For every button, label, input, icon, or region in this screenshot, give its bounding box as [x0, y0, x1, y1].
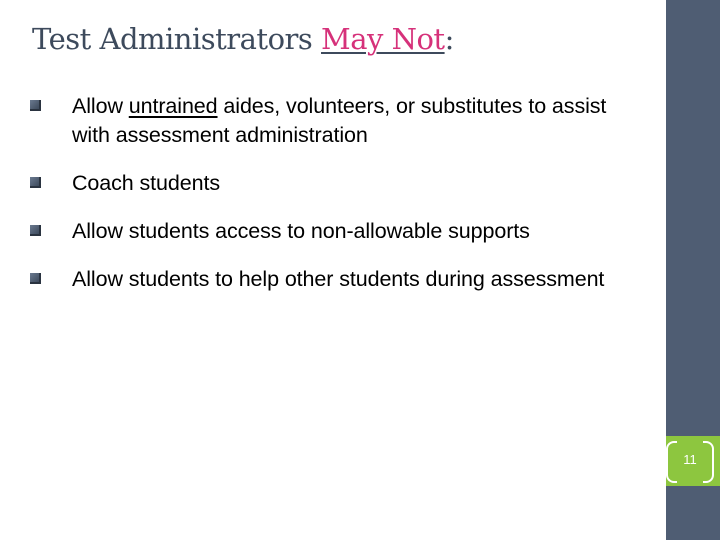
checkbox-square-icon	[30, 177, 41, 188]
bullet-item	[30, 265, 640, 294]
bullet-text-start: Allow	[72, 94, 129, 118]
bullet-item	[30, 169, 640, 198]
title-emphasis: May Not	[321, 22, 445, 56]
bullet-text: Allow students to help other students during assessment	[72, 267, 605, 291]
slide-title	[32, 22, 454, 56]
bullet-text: Coach students	[72, 171, 220, 195]
checkbox-square-icon	[30, 225, 41, 236]
bullet-text: Allow students access to non-allowable supports	[72, 219, 530, 243]
title-prefix: Test Administrators	[32, 22, 322, 56]
checkbox-square-icon	[30, 273, 41, 284]
bullet-item	[30, 217, 640, 246]
bullet-text-end: aides, volunteers, or substitutes to assist with assessment administration	[72, 94, 607, 147]
title-suffix: :	[444, 22, 454, 56]
checkbox-square-icon	[30, 100, 41, 111]
bullet-item	[30, 92, 640, 150]
bullet-list	[30, 92, 640, 294]
page-number: 11	[683, 452, 697, 467]
bullet-text-underlined: untrained	[128, 94, 218, 118]
